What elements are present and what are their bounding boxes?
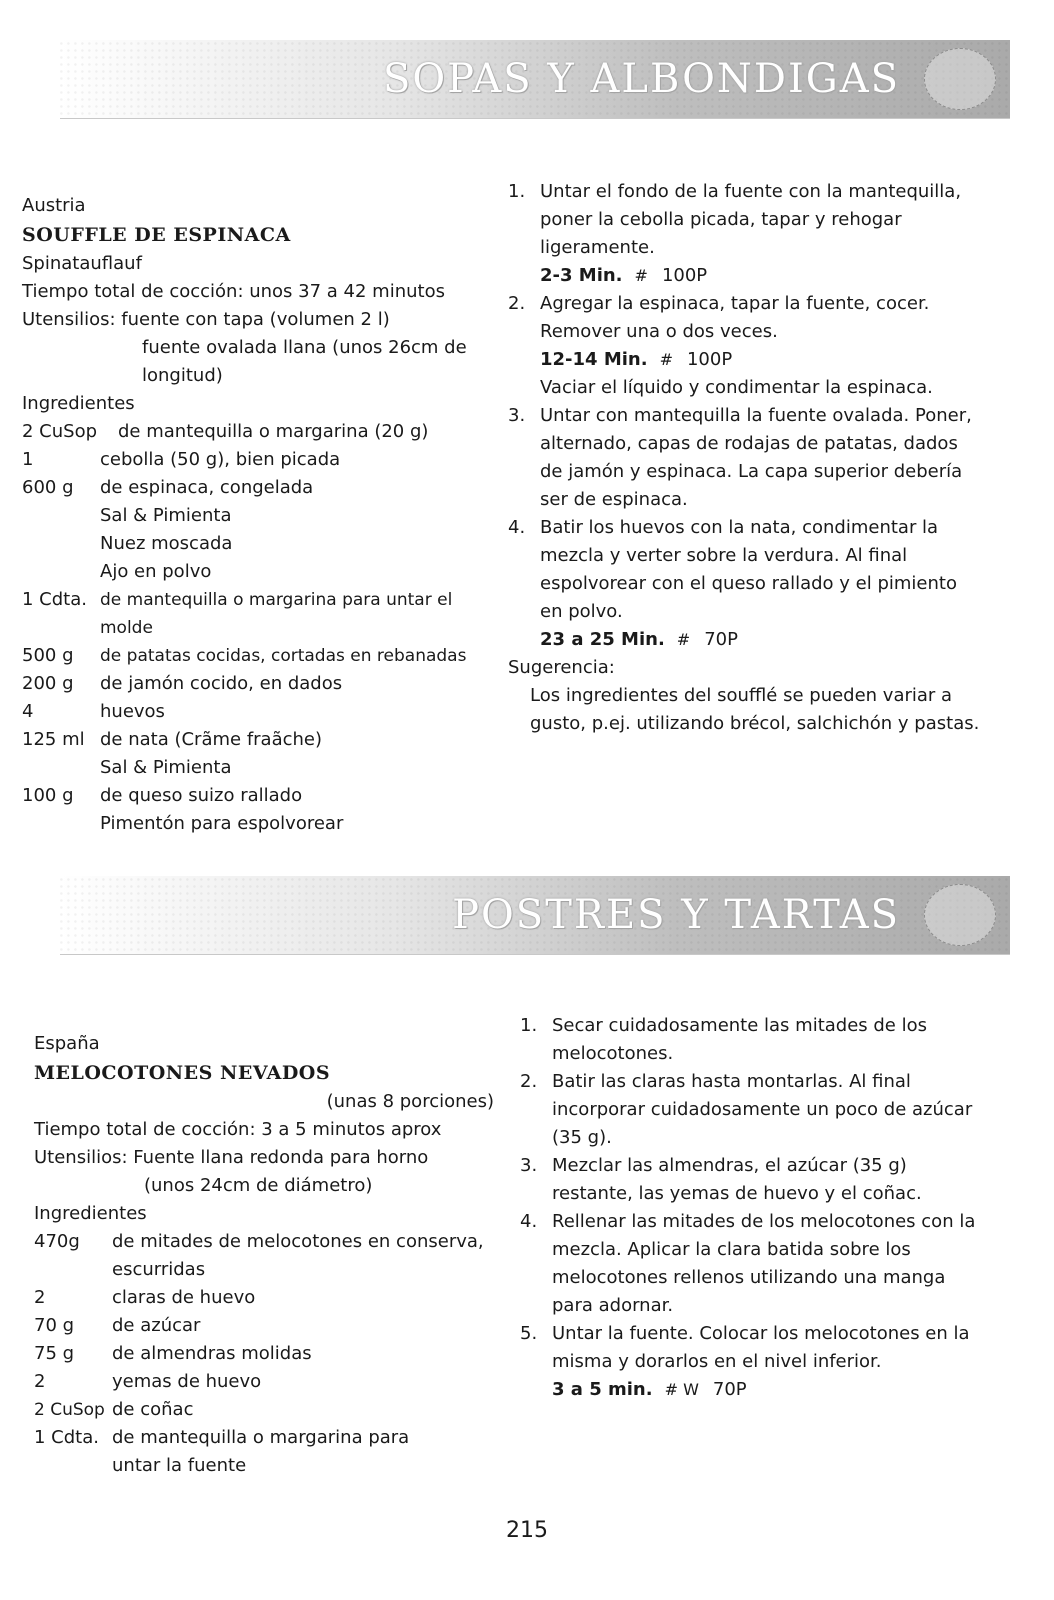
ingredient-desc: Pimentón para espolvorear (100, 813, 344, 834)
time-value: 2-3 Min. (540, 265, 623, 286)
ingredient-row (34, 1312, 494, 1340)
cook-time (508, 262, 983, 290)
ingredient-qty (22, 754, 100, 782)
ingredient-desc: de mitades de melocotones en conserva, escurridas (112, 1231, 484, 1280)
step-number: 2. (520, 1071, 538, 1092)
ingredient-list (22, 418, 477, 838)
bowl-icon (924, 48, 996, 110)
ingredient-row (22, 698, 477, 726)
step-number: 4. (520, 1211, 538, 1232)
ingredient-row (22, 642, 477, 670)
ingredient-desc: de azúcar (112, 1315, 201, 1336)
ingredient-desc: de coñac (112, 1399, 194, 1420)
ingredient-row (22, 474, 477, 502)
ingredients-label: Ingredientes (22, 393, 135, 414)
ingredient-desc: Sal & Pimienta (100, 505, 232, 526)
recipe1-info (22, 192, 477, 838)
ingredient-desc: Nuez moscada (100, 533, 233, 554)
cake-icon (924, 884, 996, 946)
ingredient-row (22, 446, 477, 474)
ingredient-qty: 2 CuSop (22, 421, 98, 442)
suggestion-label: Sugerencia: (508, 657, 615, 678)
suggestion-text: Los ingredientes del soufflé se pueden variar a gusto, p.ej. utilizando brécol, salchichón y pastas. (530, 685, 980, 734)
portions: (unas 8 porciones) (326, 1091, 494, 1112)
time-value: 23 a 25 Min. (540, 629, 665, 650)
step (508, 178, 983, 262)
ingredient-desc: de mantequilla o margarina para untar la fuente (112, 1427, 410, 1476)
ingredient-row (22, 670, 477, 698)
recipe-subtitle: Spinatauflauf (22, 253, 142, 274)
ingredient-row (22, 558, 477, 586)
power-level: 100P (686, 349, 733, 370)
step (508, 514, 983, 626)
section-banner-soups (60, 40, 1010, 119)
ingredient-qty: 1 Cdta. (22, 589, 87, 610)
ingredient-row (34, 1396, 494, 1424)
ingredient-row (34, 1284, 494, 1312)
section-banner-desserts (60, 876, 1010, 955)
utensils-line: (unos 24cm de diámetro) (144, 1175, 373, 1196)
ingredient-row (22, 586, 477, 642)
step-note: Vaciar el líquido y condimentar la espinaca. (540, 377, 933, 398)
recipe2-info (34, 1030, 494, 1480)
ingredient-qty: 125 ml (22, 729, 85, 750)
banner-title: POSTRES Y TARTAS (452, 892, 900, 938)
step-number: 2. (508, 293, 526, 314)
grill-symbol-icon: # (634, 266, 648, 285)
power-level: 70P (712, 1379, 747, 1400)
step-number: 3. (508, 405, 526, 426)
banner-title: SOPAS Y ALBONDIGAS (382, 56, 900, 102)
step-text: Untar con mantequilla la fuente ovalada. Poner, alternado, capas de rodajas de patatas, dados de jamón y espinaca. La capa superior debería ser de espinaca. (540, 405, 972, 510)
ingredient-desc: de jamón cocido, en dados (100, 673, 343, 694)
ingredient-qty (22, 502, 100, 530)
grill-symbol-icon: # (676, 630, 691, 649)
ingredient-qty (22, 810, 100, 838)
cook-time (520, 1376, 985, 1404)
power-level: 70P (704, 629, 738, 650)
ingredient-desc: Ajo en polvo (100, 561, 212, 582)
ingredient-list (34, 1228, 494, 1480)
step-number: 3. (520, 1155, 538, 1176)
recipe-country: Austria (22, 195, 86, 216)
ingredient-qty: 470g (34, 1231, 80, 1252)
cook-time (508, 346, 983, 374)
utensils (22, 306, 477, 334)
cook-time (508, 626, 983, 654)
ingredient-qty: 70 g (34, 1315, 75, 1336)
ingredient-qty: 100 g (22, 785, 74, 806)
ingredient-qty: 2 (34, 1371, 46, 1392)
ingredient-row (34, 1368, 494, 1396)
ingredient-desc: de patatas cocidas, cortadas en rebanadas (100, 646, 467, 666)
ingredient-desc: de almendras molidas (112, 1343, 312, 1364)
ingredient-qty (22, 530, 100, 558)
ingredient-desc: de queso suizo rallado (100, 785, 303, 806)
step-text: Batir las claras hasta montarlas. Al final incorporar cuidadosamente un poco de azúcar (35 g). (552, 1071, 973, 1148)
utensils-label: Utensilios: (22, 309, 116, 330)
power-level: 100P (661, 265, 708, 286)
time-value: 3 a 5 min. (552, 1379, 653, 1400)
ingredient-desc: Sal & Pimienta (100, 757, 232, 778)
ingredient-desc: de espinaca, congelada (100, 477, 314, 498)
ingredient-row (22, 726, 477, 754)
ingredient-qty: 200 g (22, 673, 74, 694)
recipe-country: España (34, 1033, 100, 1054)
step (520, 1152, 985, 1208)
page-number: 215 (506, 1518, 548, 1543)
grill-symbol-icon: # (659, 350, 673, 369)
step-text: Rellenar las mitades de los melocotones con la mezcla. Aplicar la clara batida sobre los melocotones rellenos utilizando una manga para adornar. (552, 1211, 976, 1316)
ingredient-row (34, 1340, 494, 1368)
ingredient-desc: yemas de huevo (112, 1371, 262, 1392)
ingredient-qty: 2 (34, 1287, 46, 1308)
step-number: 5. (520, 1323, 538, 1344)
step-text: Agregar la espinaca, tapar la fuente, cocer. Remover una o dos veces. (540, 293, 930, 342)
utensils-line: fuente con tapa (volumen 2 l) (121, 309, 390, 330)
step-number: 1. (508, 181, 526, 202)
grill-microwave-symbol-icon: # W (664, 1380, 699, 1399)
ingredient-row (22, 502, 477, 530)
ingredient-desc: de nata (Crãme fraãche) (100, 729, 323, 750)
step-text: Untar la fuente. Colocar los melocotones en la misma y dorarlos en el nivel inferior. (552, 1323, 970, 1372)
ingredient-row (22, 418, 477, 446)
ingredient-qty (22, 558, 100, 586)
ingredient-desc: cebolla (50 g), bien picada (100, 449, 341, 470)
ingredient-qty: 1 Cdta. (34, 1427, 99, 1448)
ingredient-row (34, 1424, 494, 1480)
step (520, 1208, 985, 1320)
ingredient-desc: claras de huevo (112, 1287, 256, 1308)
ingredient-row (22, 754, 477, 782)
step-text: Untar el fondo de la fuente con la mantequilla, poner la cebolla picada, tapar y rehogar ligeramente. (540, 181, 962, 258)
ingredients-label: Ingredientes (34, 1203, 147, 1224)
utensils-line: longitud) (142, 365, 223, 386)
ingredient-qty: 600 g (22, 477, 74, 498)
step-number: 4. (508, 517, 526, 538)
ingredient-desc: huevos (100, 701, 165, 722)
utensils (34, 1144, 494, 1172)
utensils-line: fuente ovalada llana (unos 26cm de (142, 337, 467, 358)
recipe-title: MELOCOTONES NEVADOS (34, 1062, 331, 1084)
ingredient-row (34, 1228, 494, 1284)
ingredient-qty: 2 CuSop (34, 1400, 105, 1420)
recipe2-steps (520, 1012, 985, 1404)
step (520, 1012, 985, 1068)
utensils-line: Fuente llana redonda para horno (133, 1147, 429, 1168)
ingredient-desc: de mantequilla o margarina para untar el molde (100, 590, 453, 638)
step-text: Secar cuidadosamente las mitades de los melocotones. (552, 1015, 927, 1064)
total-time: Tiempo total de cocción: 3 a 5 minutos aprox (34, 1119, 442, 1140)
step (508, 402, 983, 514)
recipe1-steps (508, 178, 983, 738)
ingredient-row (22, 530, 477, 558)
ingredient-row (22, 810, 477, 838)
ingredient-qty: 1 (22, 449, 34, 470)
step (508, 290, 983, 346)
step (520, 1320, 985, 1376)
step-number: 1. (520, 1015, 538, 1036)
recipe-title: SOUFFLE DE ESPINACA (22, 224, 291, 246)
ingredient-qty: 75 g (34, 1343, 75, 1364)
step (520, 1068, 985, 1152)
total-time: Tiempo total de cocción: unos 37 a 42 minutos (22, 281, 445, 302)
ingredient-row (22, 782, 477, 810)
utensils-label: Utensilios: (34, 1147, 128, 1168)
ingredient-qty: 500 g (22, 645, 74, 666)
time-value: 12-14 Min. (540, 349, 648, 370)
step-text: Mezclar las almendras, el azúcar (35 g) restante, las yemas de huevo y el coñac. (552, 1155, 922, 1204)
ingredient-desc: de mantequilla o margarina (20 g) (118, 421, 429, 442)
step-text: Batir los huevos con la nata, condimentar la mezcla y verter sobre la verdura. Al final espolvorear con el queso rallado y el pimiento en polvo. (540, 517, 957, 622)
ingredient-qty: 4 (22, 701, 34, 722)
